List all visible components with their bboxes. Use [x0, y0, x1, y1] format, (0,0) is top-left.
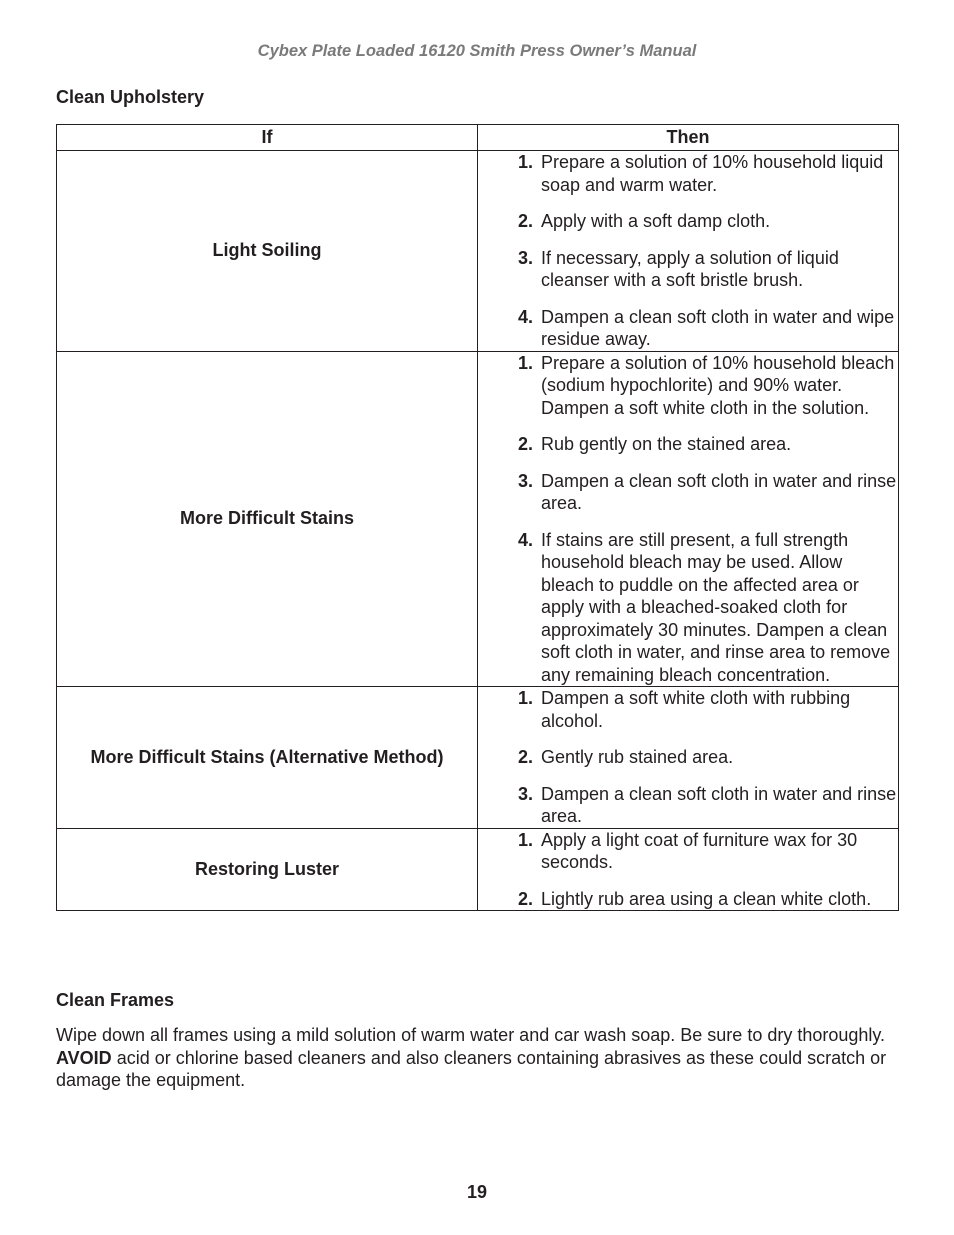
frames-text-after: acid or chlorine based cleaners and also cleaners containing abrasives as these could scratch or damage the equipment.	[56, 1047, 887, 1090]
step-text: Dampen a clean soft cloth in water and rinse area.	[541, 783, 897, 826]
step-item	[478, 433, 898, 456]
step-text: Gently rub stained area.	[541, 747, 734, 767]
step-text: Dampen a clean soft cloth in water and rinse area.	[541, 470, 897, 513]
condition-cell: Restoring Luster	[57, 828, 478, 911]
step-text: Dampen a soft white cloth with rubbing alcohol.	[541, 688, 851, 731]
step-item	[478, 210, 898, 233]
step-item	[478, 247, 898, 292]
clean-frames-paragraph	[56, 1024, 906, 1092]
frames-text-before: Wipe down all frames using a mild solution of warm water and car wash soap. Be sure to dry thoroughly.	[56, 1025, 886, 1045]
column-header-if: If	[57, 125, 478, 151]
step-text: Rub gently on the stained area.	[541, 434, 792, 454]
step-item	[478, 687, 898, 732]
page-number: 19	[466, 1182, 488, 1202]
step-number: 4.	[517, 306, 533, 327]
step-number: 1.	[517, 152, 533, 172]
table-row	[57, 828, 899, 911]
step-text: Prepare a solution of 10% household liquid soap and warm water.	[541, 152, 884, 195]
step-number: 4.	[517, 529, 533, 550]
step-number: 1.	[517, 352, 533, 373]
step-item	[478, 151, 898, 196]
step-item	[478, 746, 898, 769]
steps-cell	[478, 351, 899, 687]
step-number: 2.	[517, 211, 533, 231]
step-text: If necessary, apply a solution of liquid cleanser with a soft bristle brush.	[541, 247, 839, 290]
avoid-emphasis: AVOID	[56, 1047, 112, 1068]
table-header-row	[57, 125, 899, 151]
step-text: Lightly rub area using a clean white cloth.	[541, 888, 872, 909]
column-header-then: Then	[478, 125, 899, 151]
table-row	[57, 687, 899, 829]
step-text: Apply a light coat of furniture wax for 30 seconds.	[541, 829, 858, 872]
table-row	[57, 151, 899, 352]
table-row	[57, 351, 899, 687]
steps-cell	[478, 828, 899, 911]
clean-frames-heading: Clean Frames	[56, 990, 175, 1010]
step-text: Prepare a solution of 10% household bleach (sodium hypochlorite) and 90% water. Dampen a soft white cloth in the solution.	[541, 352, 895, 418]
step-number: 3.	[517, 470, 533, 491]
step-text: If stains are still present, a full strength household bleach may be used. Allow bleach to puddle on the affected area or apply with a bleached-soaked cloth for approximately 30 minutes. Dampen a clean soft cloth in water, and rinse area to remove any remaining bleach concentration.	[541, 529, 891, 685]
step-number: 3.	[517, 783, 533, 804]
condition-cell: More Difficult Stains	[57, 351, 478, 687]
step-number: 2.	[517, 747, 533, 767]
step-text: Apply with a soft damp cloth.	[541, 211, 771, 231]
manual-title-header: Cybex Plate Loaded 16120 Smith Press Owner’s Manual	[257, 42, 697, 60]
clean-upholstery-heading: Clean Upholstery	[56, 87, 205, 107]
step-number: 2.	[517, 434, 533, 454]
step-item	[478, 829, 898, 874]
step-item	[478, 783, 898, 828]
step-number: 1.	[517, 688, 533, 708]
step-text: Dampen a clean soft cloth in water and wipe residue away.	[541, 306, 895, 349]
step-item	[478, 888, 898, 911]
step-item	[478, 352, 898, 420]
upholstery-cleaning-table	[56, 124, 899, 911]
condition-cell: Light Soiling	[57, 151, 478, 352]
step-number: 1.	[517, 829, 533, 850]
step-number: 2.	[517, 888, 533, 909]
steps-cell	[478, 151, 899, 352]
step-item	[478, 306, 898, 351]
steps-cell	[478, 687, 899, 829]
condition-cell: More Difficult Stains (Alternative Method)	[57, 687, 478, 829]
step-item	[478, 470, 898, 515]
step-number: 3.	[517, 247, 533, 268]
step-item	[478, 529, 898, 687]
